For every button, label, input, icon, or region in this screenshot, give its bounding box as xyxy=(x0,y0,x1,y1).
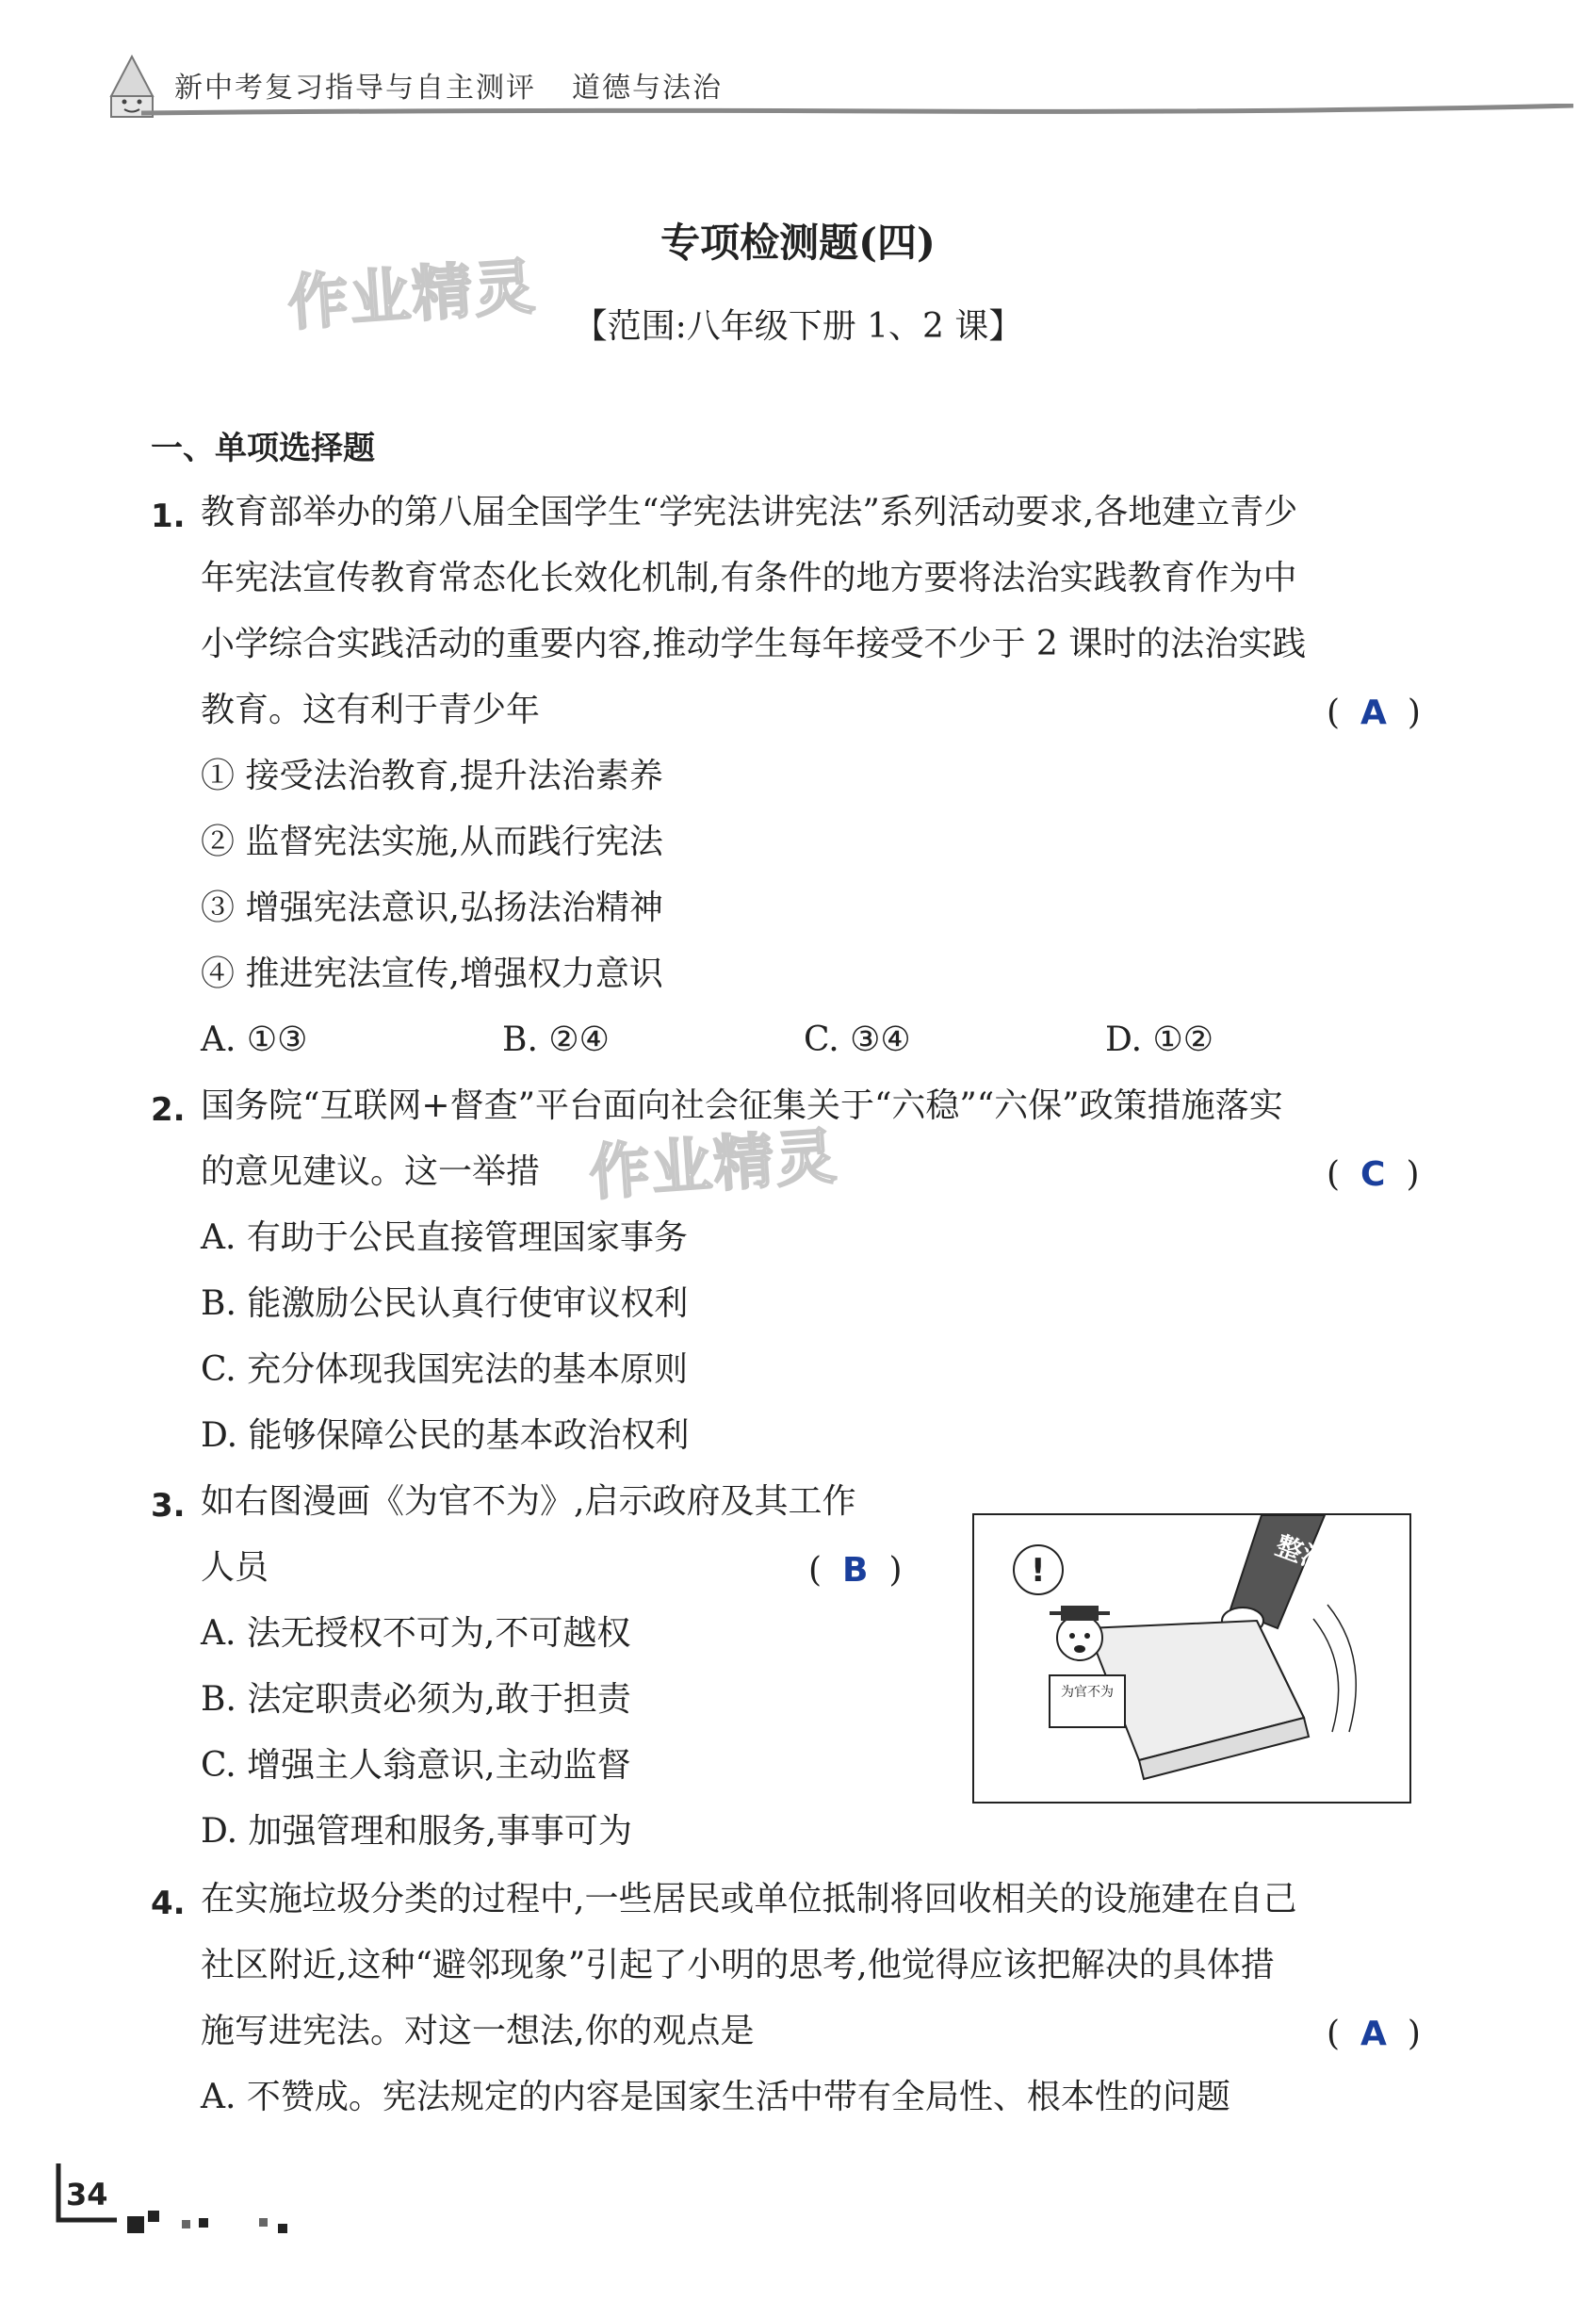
header-rule xyxy=(141,104,1573,117)
option-d: D. 加强管理和服务,事事可为 xyxy=(201,1812,632,1851)
page-title: 专项检测题(四) xyxy=(660,220,936,266)
option-c: C. 增强主人翁意识,主动监督 xyxy=(201,1746,631,1785)
answer-bracket: ( B ) xyxy=(808,1551,903,1590)
question-number: 4. xyxy=(151,1885,186,1922)
page-header xyxy=(104,38,1573,122)
question-text: 小学综合实践活动的重要内容,推动学生每年接受不少于 2 课时的法治实践 xyxy=(201,625,1307,663)
question-text: 年宪法宣传教育常态化长效化机制,有条件的地方要将法治实践教育作为中 xyxy=(201,559,1297,597)
exclaim-mark: ! xyxy=(1031,1552,1046,1590)
answer-bracket: ( A ) xyxy=(1327,2015,1421,2053)
option-d: D. ①② xyxy=(1105,1020,1214,1059)
option-a: A. 不赞成。宪法规定的内容是国家生活中带有全局性、根本性的问题 xyxy=(201,2078,1230,2116)
answer-letter: B xyxy=(842,1551,869,1590)
watermark: 作业精灵 xyxy=(587,1121,840,1210)
question-text: 教育。这有利于青少年 xyxy=(201,691,541,729)
question-number: 2. xyxy=(151,1091,186,1129)
answer-letter: C xyxy=(1360,1155,1386,1194)
page-number: 34 xyxy=(66,2177,108,2212)
option-b: B. ②④ xyxy=(502,1020,610,1059)
section-heading: 一、单项选择题 xyxy=(151,430,375,467)
answer-bracket: ( C ) xyxy=(1327,1155,1420,1194)
question-text: 教育部举办的第八届全国学生“学宪法讲宪法”系列活动要求,各地建立青少 xyxy=(201,493,1298,531)
option-c: C. ③④ xyxy=(804,1020,911,1059)
question-text: 人员 xyxy=(201,1548,269,1587)
scope-range: 【范围:八年级下册 1、2 课】 xyxy=(573,307,1023,346)
watermark: 作业精灵 xyxy=(285,252,539,340)
question-number: 3. xyxy=(151,1487,186,1525)
option-c: C. 充分体现我国宪法的基本原则 xyxy=(201,1350,689,1389)
svg-text:为官不为 xyxy=(1061,1684,1114,1700)
question-text: 施写进宪法。对这一想法,你的观点是 xyxy=(201,2012,755,2050)
option-b: B. 法定职责必须为,敢于担责 xyxy=(201,1680,631,1719)
question-text: 的意见建议。这一举措 xyxy=(201,1152,541,1191)
statement: ② 监督宪法实施,从而践行宪法 xyxy=(201,823,663,861)
question-text: 国务院“互联网+督查”平台面向社会征集关于“六稳”“六保”政策措施落实 xyxy=(201,1086,1283,1125)
svg-text:! xyxy=(1031,1552,1046,1590)
option-b: B. 能激励公民认真行使审议权利 xyxy=(201,1284,689,1323)
option-a: A. ①③ xyxy=(201,1020,308,1059)
book-title: 新中考复习指导与自主测评 xyxy=(174,72,536,105)
option-a: A. 法无授权不可为,不可越权 xyxy=(201,1614,631,1653)
question-text: 社区附近,这种“避邻现象”引起了小明的思考,他觉得应该把解决的具体措 xyxy=(201,1946,1275,1984)
answer-letter: A xyxy=(1360,694,1387,732)
question-text: 如右图漫画《为官不为》,启示政府及其工作 xyxy=(201,1482,856,1521)
subject-title: 道德与法治 xyxy=(572,72,723,105)
cartoon-illustration xyxy=(972,1513,1411,1804)
sleeve-label: 整治 xyxy=(1271,1529,1332,1577)
statement: ③ 增强宪法意识,弘扬法治精神 xyxy=(201,889,663,927)
cartoon-drawing xyxy=(974,1515,1409,1802)
option-a: A. 有助于公民直接管理国家事务 xyxy=(201,1218,688,1257)
desk-label: 为官不为 xyxy=(1061,1685,1114,1700)
question-text: 在实施垃圾分类的过程中,一些居民或单位抵制将回收相关的设施建在自己 xyxy=(201,1880,1297,1918)
option-d: D. 能够保障公民的基本政治权利 xyxy=(201,1416,690,1455)
statement: ① 接受法治教育,提升法治素养 xyxy=(201,757,663,795)
answer-bracket: ( A ) xyxy=(1327,694,1421,732)
question-number: 1. xyxy=(151,498,186,535)
answer-letter: A xyxy=(1360,2015,1387,2053)
statement: ④ 推进宪法宣传,增强权力意识 xyxy=(201,955,663,993)
